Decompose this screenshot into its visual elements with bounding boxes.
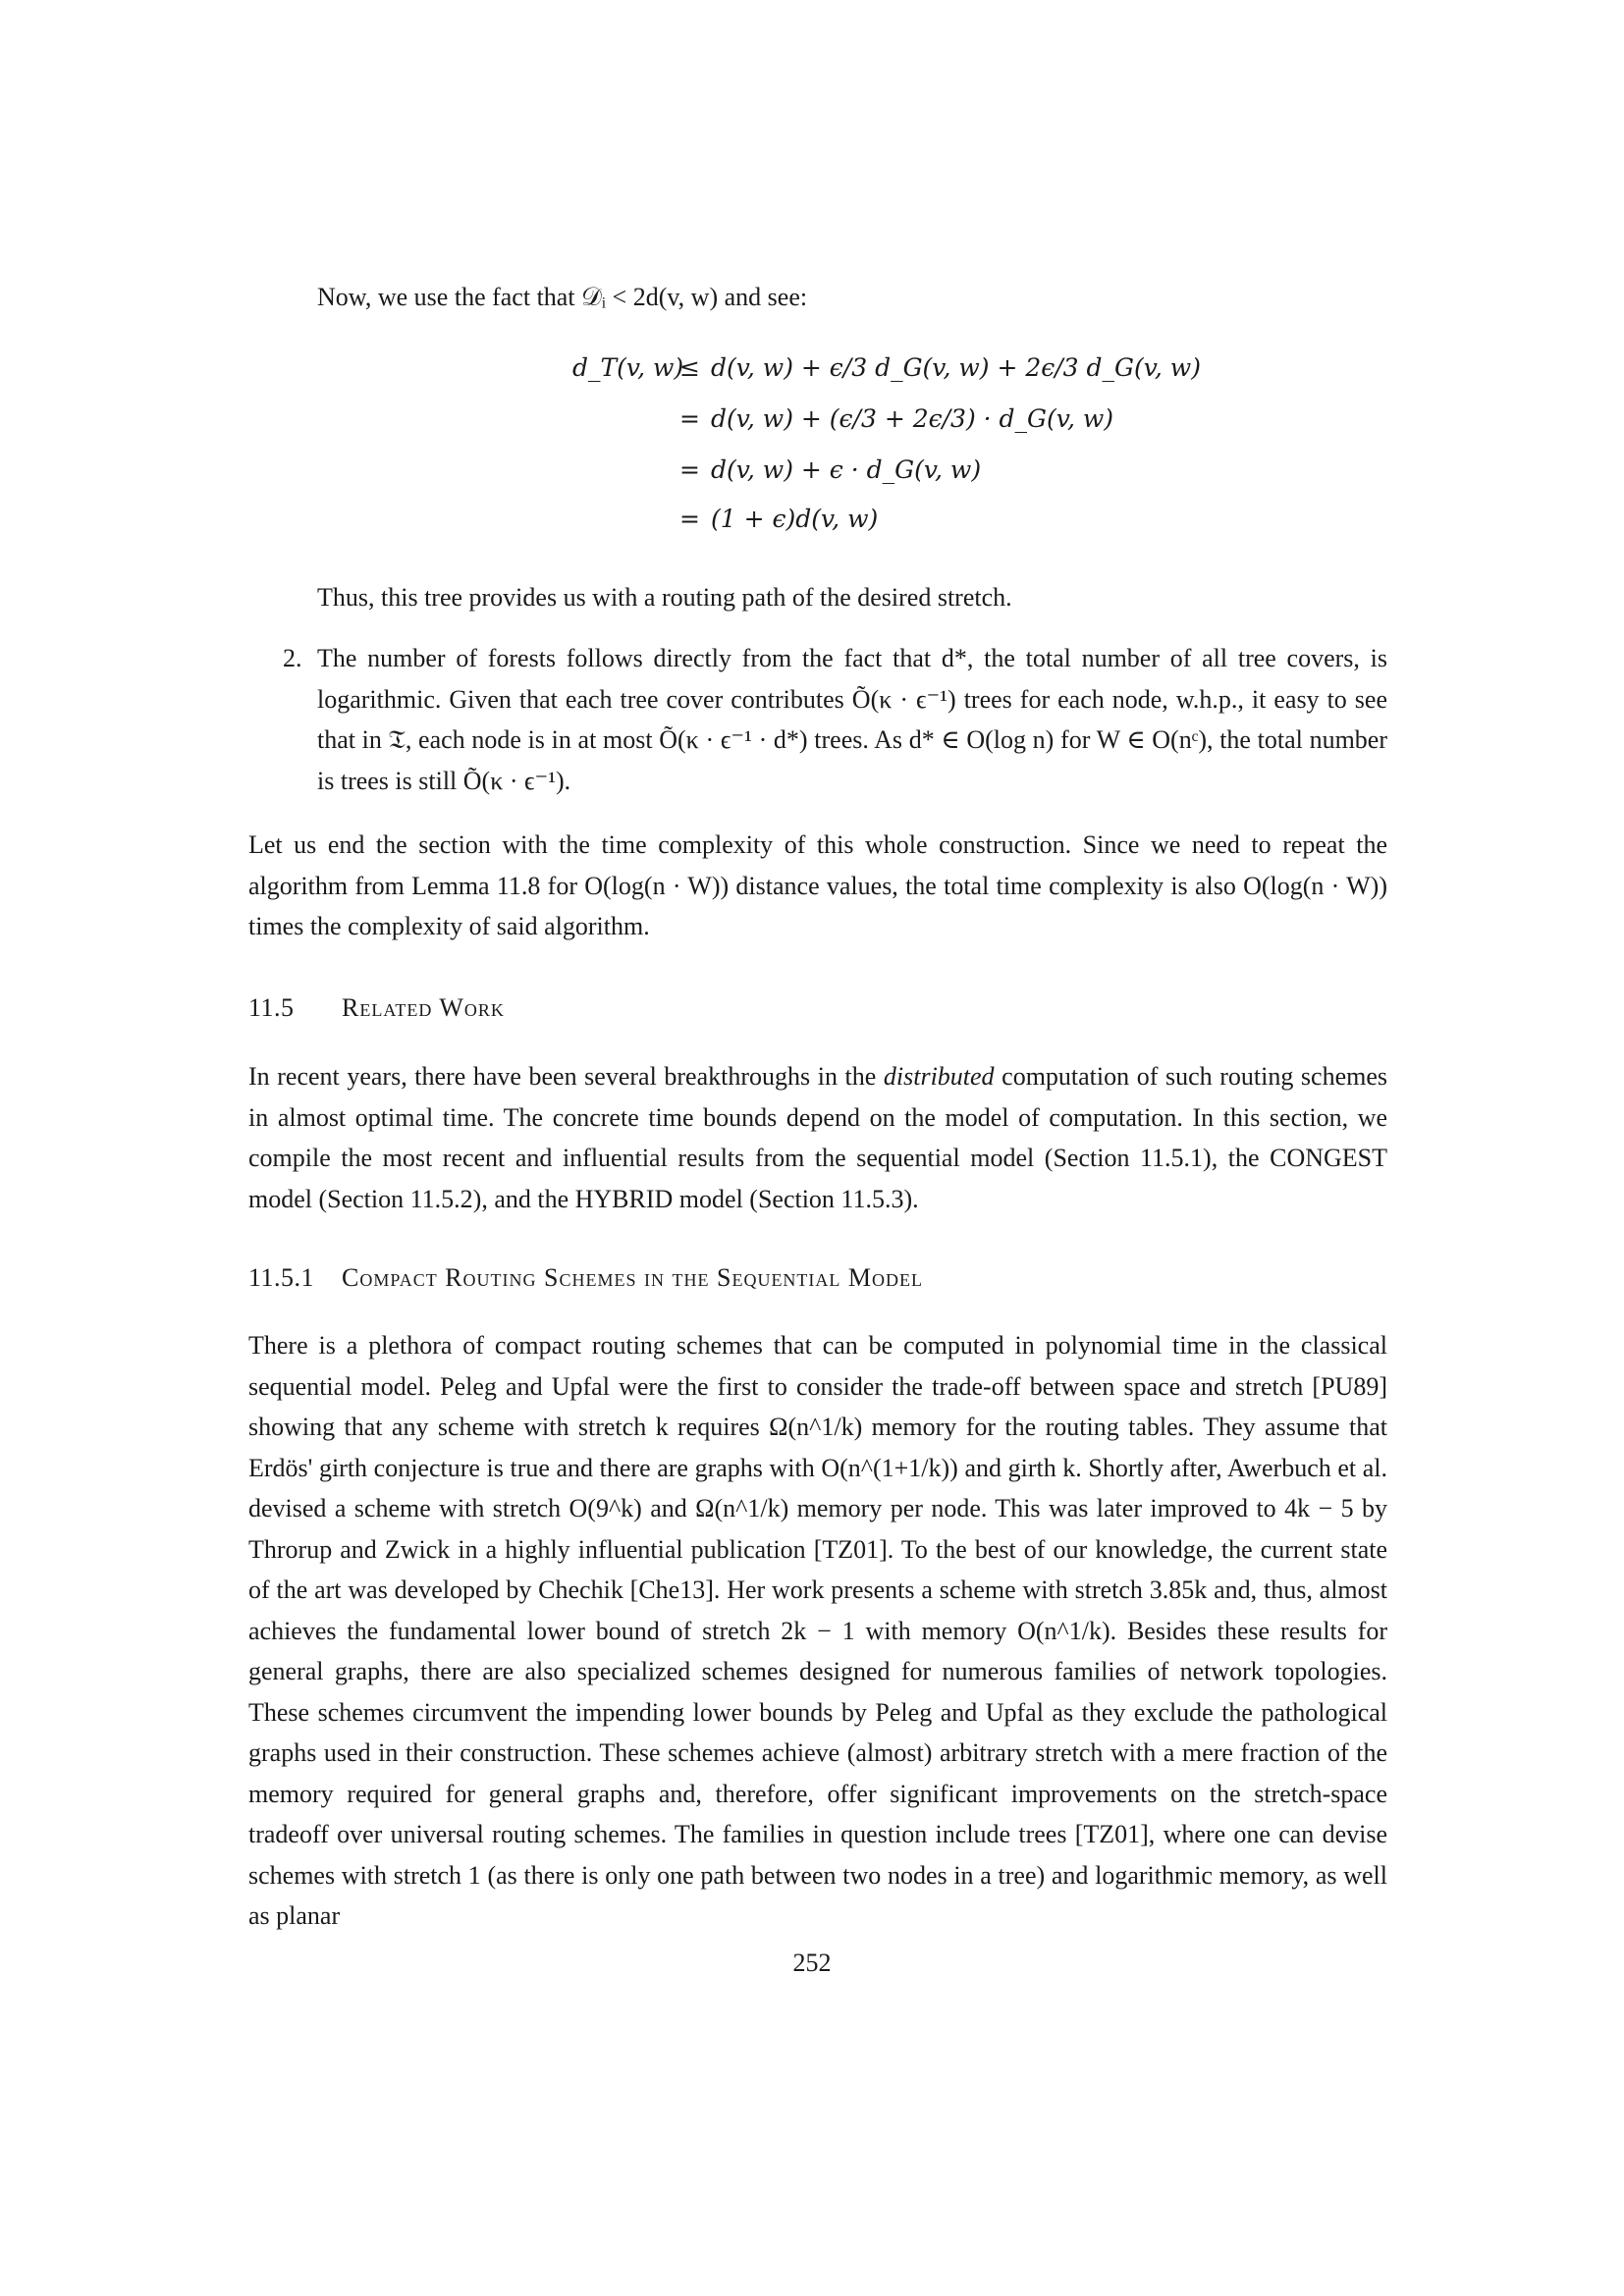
section-heading (248, 993, 505, 1023)
section-paragraph-emphasis: distributed (883, 1062, 995, 1091)
equation-rel-1: ≤ (679, 353, 700, 382)
subsection-number: 11.5.1 (248, 1263, 315, 1292)
closing-paragraph: Let us end the section with the time complexity of this whole construction. Since we need to repeat the algorithm from Lemma 11.8 for O(log(n · W)) distance values, the total time complexity is also O(log(n · W)) times the complexity of said algorithm. (248, 830, 1387, 940)
list-item-number: 2. (283, 644, 302, 672)
subsection-paragraph: There is a plethora of compact routing schemes that can be computed in polynomial time in the classical sequential model. Peleg and Upfal were the first to consider the trade-off between space and stretch [PU89] showing that any scheme with stretch k requires Ω(n^1/k) memory for the routing tables. They assume that Erdös' girth conjecture is true and there are graphs with O(n^(1+1/k)) and girth k. Shortly after, Awerbuch et al. devised a scheme with stretch O(9^k) and Ω(n^1/k) memory per node. This was later improved to 4k − 5 by Throrup and Zwick in a highly influential publication [TZ01]. To the best of our knowledge, the current state of the art was developed by Chechik [Che13]. Her work presents a scheme with stretch 3.85k and, thus, almost achieves the fundamental lower bound of stretch 2k − 1 with memory O(n^1/k). Besides these results for general graphs, there are also specialized schemes designed for numerous families of network topologies. These schemes circumvent the impending lower bounds by Peleg and Upfal as they exclude the pathological graphs used in their construction. These schemes achieve (almost) arbitrary stretch with a mere fraction of the memory required for general graphs and, therefore, offer significant improvements on the stretch-space tradeoff over universal routing schemes. The families in question include trees [TZ01], where one can devise schemes with stretch 1 (as there is only one path between two nodes in a tree) and logarithmic memory, as well as planar (248, 1331, 1387, 1930)
equation-rel-3: = (679, 455, 700, 484)
equation-rel-2: = (679, 404, 700, 433)
conclusion-line: Thus, this tree provides us with a routing path of the desired stretch. (317, 583, 1012, 612)
equation-rhs-2: d(v, w) + (ϵ/3 + 2ϵ/3) · d_G(v, w) (711, 404, 1113, 433)
section-title: Related Work (342, 993, 505, 1022)
subsection-heading (248, 1263, 923, 1293)
equation-lhs-1: d_T(v, w) (572, 353, 684, 382)
equation-rhs-4: (1 + ϵ)d(v, w) (711, 505, 879, 533)
subsection-title: Compact Routing Schemes in the Sequential Model (342, 1263, 924, 1292)
equation-rel-4: = (679, 505, 700, 533)
intro-line: Now, we use the fact that 𝒟ᵢ < 2d(v, w) and see: (317, 283, 808, 311)
page-number: 252 (792, 1949, 832, 1977)
equation-rhs-3: d(v, w) + ϵ · d_G(v, w) (711, 455, 982, 484)
section-paragraph (248, 1056, 1387, 1219)
section-paragraph-end: computation of such routing schemes in almost optimal time. The concrete time bounds depend on the model of computation. In this section, we compile the most recent and influential results from the sequential model (Section 11.5.1), the CONGEST model (Section 11.5.2), and the HYBRID model (Section 11.5.3). (248, 1062, 1387, 1213)
list-item-text: The number of forests follows directly from the fact that d*, the total number of all tree covers, is logarithmic. Given that each tree cover contributes Õ(κ · ϵ⁻¹) trees for each node, w.h.p., it easy to see that in 𝔗, each node is in at most Õ(κ · ϵ⁻¹ · d*) trees. As d* ∈ O(log n) for W ∈ O(nᶜ), the total number is trees is still Õ(κ · ϵ⁻¹). (317, 644, 1387, 795)
section-number: 11.5 (248, 993, 295, 1022)
equation-rhs-1: d(v, w) + ϵ/3 d_G(v, w) + 2ϵ/3 d_G(v, w) (711, 353, 1201, 382)
section-paragraph-start: In recent years, there have been several breakthroughs in the (248, 1062, 884, 1091)
